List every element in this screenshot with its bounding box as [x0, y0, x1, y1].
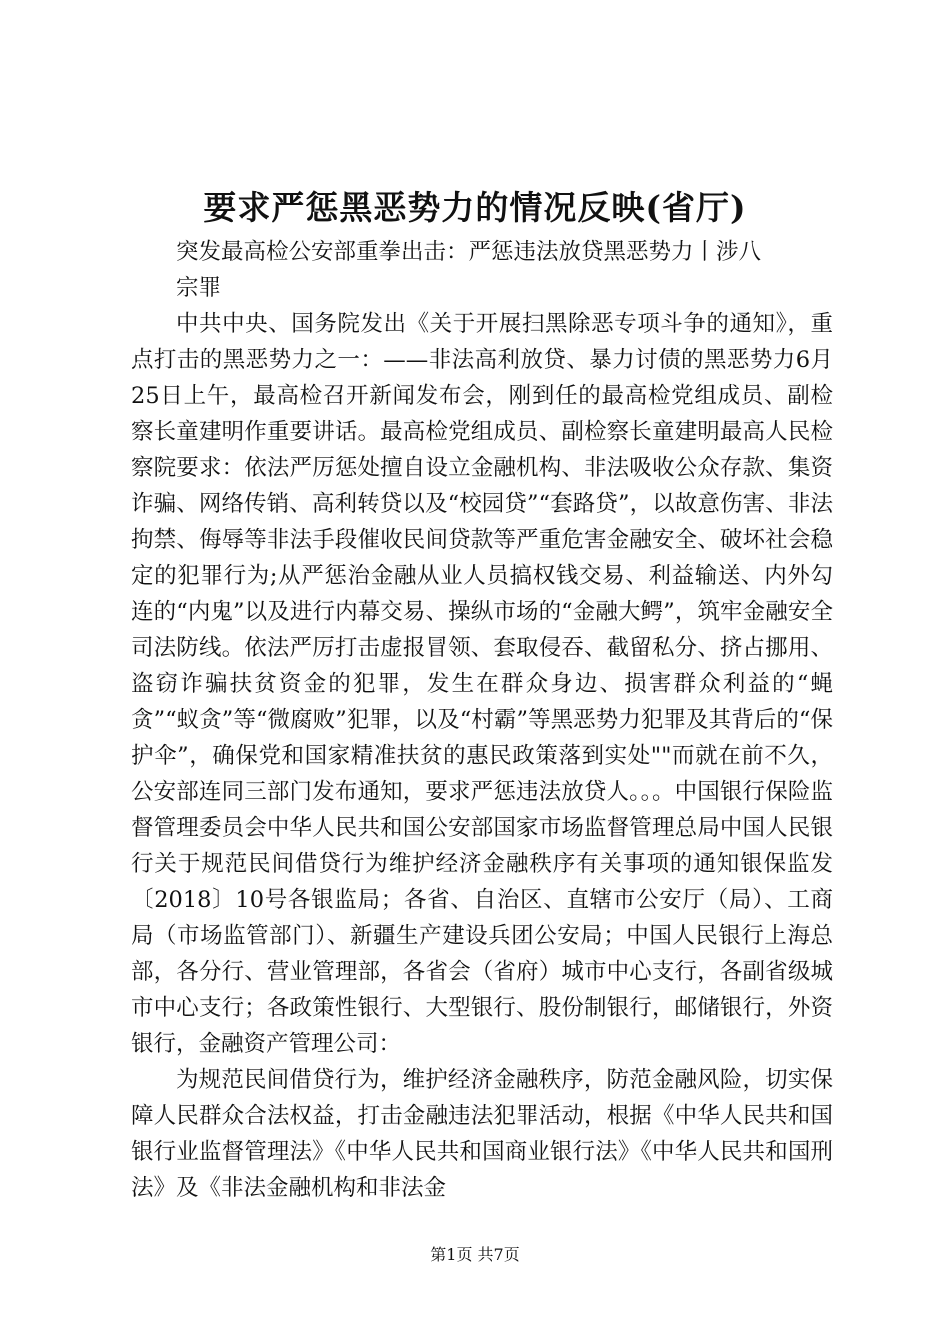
page-number-footer: 第1页 共7页: [430, 1245, 520, 1264]
paragraph-headline: 突发最高检公安部重拳出击：严惩违法放贷黑恶势力丨涉八: [176, 239, 762, 265]
paragraph-headline-continued: 宗罪: [176, 275, 222, 301]
document-title: 要求严惩黑恶势力的情况反映(省厅): [203, 188, 747, 227]
document-body: [131, 234, 833, 1206]
paragraph-main: 中共中央、国务院发出《关于开展扫黑除恶专项斗争的通知》，重点打击的黑恶势力之一：——非法高利放贷、暴力讨债的黑恶势力6月25日上午，最高检召开新闻发布会，刚到任的最高检党组成员、副检察长童建明作重要讲话。最高检党组成员、副检察长童建明最高人民检察院要求：依法严厉惩处擅自设立金融机构、非法吸收公众存款、集资诈骗、网络传销、高利转贷以及“校园贷”“套路贷”，以故意伤害、非法拘禁、侮辱等非法手段催收民间贷款等严重危害金融安全、破坏社会稳定的犯罪行为;从严惩治金融从业人员搞权钱交易、利益输送、内外勾连的“内鬼”以及进行内幕交易、操纵市场的“金融大鳄”，筑牢金融安全司法防线。依法严厉打击虚报冒领、套取侵吞、截留私分、挤占挪用、盗窃诈骗扶贫资金的犯罪，发生在群众身边、损害群众利益的“蝇贪”“蚁贪”等“微腐败”犯罪，以及“村霸”等黑恶势力犯罪及其背后的“保护伞”，确保党和国家精准扶贫的惠民政策落到实处""而就在前不久，公安部连同三部门发布通知，要求严惩违法放贷人。。。中国银行保险监督管理委员会中华人民共和国公安部国家市场监督管理总局中国人民银行关于规范民间借贷行为维护经济金融秩序有关事项的通知银保监发〔2018〕10号各银监局；各省、自治区、直辖市公安厅（局）、工商局（市场监管部门）、新疆生产建设兵团公安局；中国人民银行上海总部，各分行、营业管理部，各省会（省府）城市中心支行，各副省级城市中心支行；各政策性银行、大型银行、股份制银行，邮储银行，外资银行，金融资产管理公司：: [131, 311, 833, 1057]
paragraph-regulation: 为规范民间借贷行为，维护经济金融秩序，防范金融风险，切实保障人民群众合法权益，打击金融违法犯罪活动，根据《中华人民共和国银行业监督管理法》《中华人民共和国商业银行法》《中华人民共和国刑法》及《非法金融机构和非法金: [131, 1067, 833, 1201]
